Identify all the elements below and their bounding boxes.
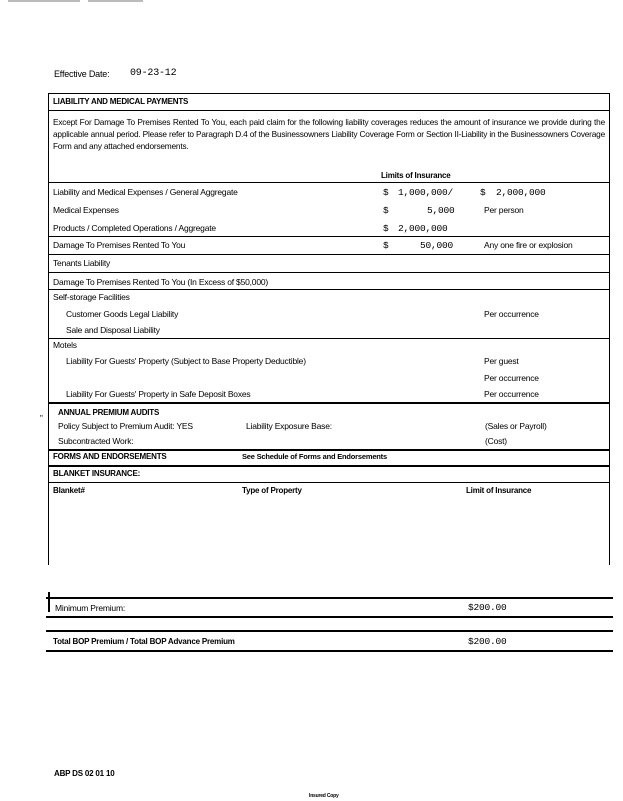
- top-tab-right: [88, 0, 143, 2]
- rule: [48, 93, 610, 94]
- rule: [46, 630, 613, 632]
- tenants-liability: Tenants Liability: [53, 258, 111, 268]
- damage-excess: Damage To Premises Rented To You (In Excess of $50,000): [53, 277, 269, 287]
- rule: [48, 465, 610, 467]
- rule: [48, 338, 610, 339]
- effective-date-value: 09-23-12: [130, 68, 177, 79]
- exposure-base: Liability Exposure Base:: [246, 421, 332, 431]
- aggregate-value: 1,000,000/: [398, 187, 454, 198]
- total-value: $200.00: [468, 636, 507, 647]
- safe-deposit-note: Per occurrence: [484, 389, 539, 399]
- aggregate-value2: 2,000,000: [496, 187, 546, 198]
- rule: [48, 289, 610, 290]
- medical-note: Per person: [484, 205, 524, 215]
- effective-date-label: Effective Date:: [54, 69, 110, 79]
- minimum-marker: [48, 592, 50, 612]
- liability-section-title: LIABILITY AND MEDICAL PAYMENTS: [53, 97, 189, 106]
- form-code: ABP DS 02 01 10: [54, 769, 115, 778]
- insured-copy: Insured Copy: [309, 793, 339, 799]
- sale-disposal: Sale and Disposal Liability: [66, 325, 160, 335]
- rule: [46, 616, 613, 618]
- medical-dollar: $: [383, 205, 389, 216]
- damage-note: Any one fire or explosion: [484, 240, 573, 250]
- products-label: Products / Completed Operations / Aggregate: [53, 223, 216, 233]
- damage-value: 50,000: [420, 240, 454, 251]
- safe-deposit: Liability For Guests' Property in Safe Deposit Boxes: [66, 389, 251, 399]
- minimum-value: $200.00: [468, 602, 507, 613]
- sales-payroll: (Sales or Payroll): [485, 421, 547, 431]
- total-label: Total BOP Premium / Total BOP Advance Premium: [53, 637, 235, 646]
- medical-label: Medical Expenses: [53, 205, 119, 215]
- subcontracted: Subcontracted Work:: [58, 436, 134, 446]
- rule: [48, 402, 610, 404]
- audit-marker: ": [40, 414, 43, 423]
- customer-goods-note: Per occurrence: [484, 309, 539, 319]
- aggregate-dollar2: $: [480, 187, 486, 198]
- limits-header: Limits of Insurance: [381, 171, 451, 180]
- rule: [46, 650, 613, 652]
- box-right-border: [609, 93, 610, 565]
- liability-paragraph: Except For Damage To Premises Rented To You, each paid claim for the following liability coverages reduces the amount of insurance we provide during the applicable annual period. Please refer to Paragraph D.4 of the Businessowners Liability Coverage Form or Section II-Liability in the Businessowners Coverage Form and any attached endorsements.: [53, 117, 605, 151]
- damage-dollar: $: [383, 240, 389, 251]
- guests-property: Liability For Guests' Property (Subject to Base Property Deductible): [66, 356, 306, 366]
- audit-title: ANNUAL PREMIUM AUDITS: [58, 408, 160, 417]
- forms-note: See Schedule of Forms and Endorsements: [242, 452, 387, 461]
- box-left-border: [48, 93, 49, 565]
- blanket-col-number: Blanket#: [53, 486, 85, 495]
- customer-goods: Customer Goods Legal Liability: [66, 309, 179, 319]
- blanket-title: BLANKET INSURANCE:: [53, 469, 141, 478]
- guests-property-note2: Per occurrence: [484, 373, 539, 383]
- products-value: 2,000,000: [398, 223, 448, 234]
- aggregate-dollar: $: [383, 187, 389, 198]
- top-tab-left: [8, 0, 80, 2]
- motels-title: Motels: [53, 340, 77, 350]
- blanket-col-type: Type of Property: [242, 486, 302, 495]
- cost: (Cost): [485, 436, 507, 446]
- damage-label: Damage To Premises Rented To You: [53, 240, 186, 250]
- products-dollar: $: [383, 223, 389, 234]
- rule: [48, 449, 610, 451]
- rule: [48, 236, 610, 237]
- rule: [48, 482, 610, 483]
- guests-property-note1: Per guest: [484, 356, 519, 366]
- aggregate-label: Liability and Medical Expenses / General Aggregate: [53, 187, 238, 197]
- medical-value: 5,000: [427, 205, 455, 216]
- blanket-col-limit: Limit of Insurance: [466, 486, 532, 495]
- minimum-label: Minimum Premium:: [55, 603, 126, 613]
- rule: [48, 254, 610, 255]
- rule: [48, 110, 610, 111]
- rule: [48, 182, 610, 183]
- rule: [46, 597, 613, 599]
- self-storage-title: Self-storage Facilities: [53, 292, 130, 302]
- policy-subject: Policy Subject to Premium Audit: YES: [58, 421, 193, 431]
- rule: [48, 272, 610, 273]
- forms-title: FORMS AND ENDORSEMENTS: [53, 452, 167, 461]
